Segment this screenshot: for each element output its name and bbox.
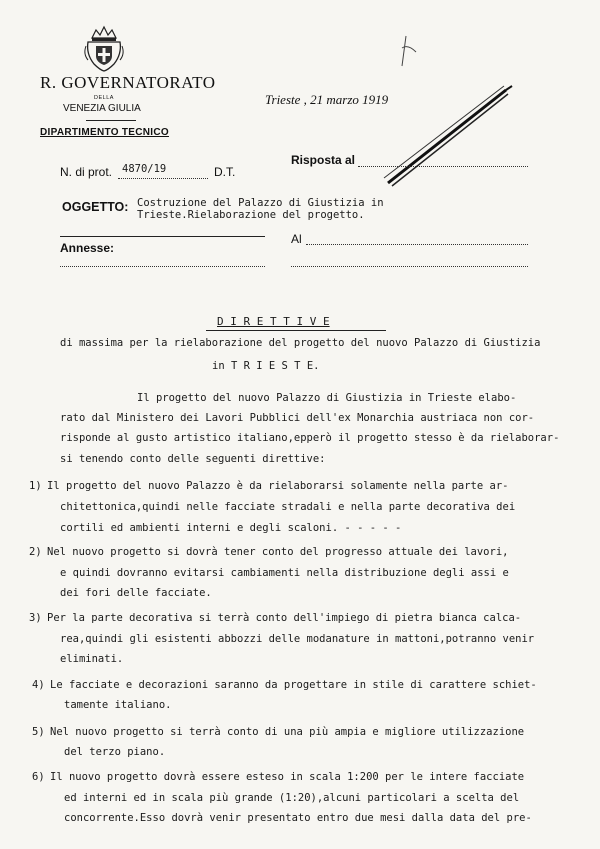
item-line: Per la parte decorativa si terrà conto dell'impiego di pietra bianca calca- — [47, 612, 522, 624]
protocol-suffix: D.T. — [214, 165, 236, 179]
intro-line-2: rato dal Ministero dei Lavori Pubblici dell'ex Monarchia austriaca non cor- — [60, 412, 535, 424]
item-number: 2) — [29, 546, 42, 558]
protocol-number: 4870/19 — [122, 163, 167, 175]
item-number: 1) — [29, 480, 42, 492]
heading-rule — [206, 330, 386, 331]
subject-line-1: Costruzione del Palazzo di Giustizia in — [137, 197, 384, 209]
della-label: DELLA — [94, 95, 114, 101]
item-line: del terzo piano. — [64, 746, 166, 758]
item-line: Nel nuovo progetto si dovrà tener conto del progresso attuale dei lavori, — [47, 546, 509, 558]
item-number: 3) — [29, 612, 42, 624]
annexes-label: Annesse: — [60, 241, 115, 255]
al-dotted-line — [306, 244, 528, 245]
protocol-dotted-line — [118, 178, 208, 179]
item-line: chitettonica,quindi nelle facciate stradali e nella parte decorativa dei — [60, 501, 516, 513]
reply-label: Risposta al — [291, 153, 356, 167]
intro-line-4: si tenendo conto delle seguenti direttive: — [60, 453, 326, 465]
item-number: 5) — [32, 726, 45, 738]
directives-subheading-2: in T R I E S T E. — [212, 360, 320, 372]
region-label: VENEZIA GIULIA — [63, 103, 141, 114]
item-line: eliminati. — [60, 653, 124, 665]
department-underline — [86, 120, 136, 121]
pen-stroke-mark — [378, 28, 558, 193]
item-line: Il nuovo progetto dovrà essere esteso in scala 1:200 per le intere facciate — [50, 771, 525, 783]
item-line: Il progetto del nuovo Palazzo è da rielaborarsi solamente nella parte ar- — [47, 480, 509, 492]
address-dotted-line — [291, 266, 528, 267]
place-date: Trieste , 21 marzo 1919 — [265, 92, 389, 107]
item-number: 4) — [32, 679, 45, 691]
item-line: Le facciate e decorazioni saranno da progettare in stile di carattere schiet- — [50, 679, 537, 691]
intro-line-3: risponde al gusto artistico italiano,epperò il progetto stesso è da rielaborar- — [60, 432, 560, 444]
directives-heading: D I R E T T I V E — [217, 315, 330, 328]
item-line: Nel nuovo progetto si terrà conto di una più ampia e migliore utilizzazione — [50, 726, 525, 738]
item-number: 6) — [32, 771, 45, 783]
subject-label: OGGETTO: — [62, 200, 129, 214]
department-label: DIPARTIMENTO TECNICO — [40, 127, 169, 138]
item-line: concorrente.Esso dovrà venir presentato entro due mesi dalla data del pre- — [64, 812, 532, 824]
item-line: tamente italiano. — [64, 699, 172, 711]
directives-subheading-1: di massima per la rielaborazione del progetto del nuovo Palazzo di Giustizia — [60, 337, 541, 349]
annexes-dotted-line — [60, 266, 265, 267]
item-line: dei fori delle facciate. — [60, 587, 212, 599]
intro-line-1: Il progetto del nuovo Palazzo di Giustizia in Trieste elabo- — [137, 392, 517, 404]
item-line: ed interni ed in scala più grande (1:20),alcuni particolari a scelta del — [64, 792, 520, 804]
item-line: cortili ed ambienti interni e degli scaloni. - - - - - — [60, 522, 402, 534]
subject-rule — [60, 236, 265, 237]
item-line: e quindi dovranno evitarsi cambiamenti nella distribuzione degli assi e — [60, 567, 509, 579]
item-line: rea,quindi gli esistenti abbozzi delle modanature in mattoni,potranno venir — [60, 633, 535, 645]
royal-crest-icon — [82, 24, 126, 72]
reply-dotted-line — [358, 166, 528, 167]
office-title: R. GOVERNATORATO — [40, 73, 216, 92]
subject-line-2: Trieste.Rielaborazione del progetto. — [137, 209, 365, 221]
protocol-label: N. di prot. — [60, 165, 113, 179]
al-label: Al — [291, 232, 302, 246]
